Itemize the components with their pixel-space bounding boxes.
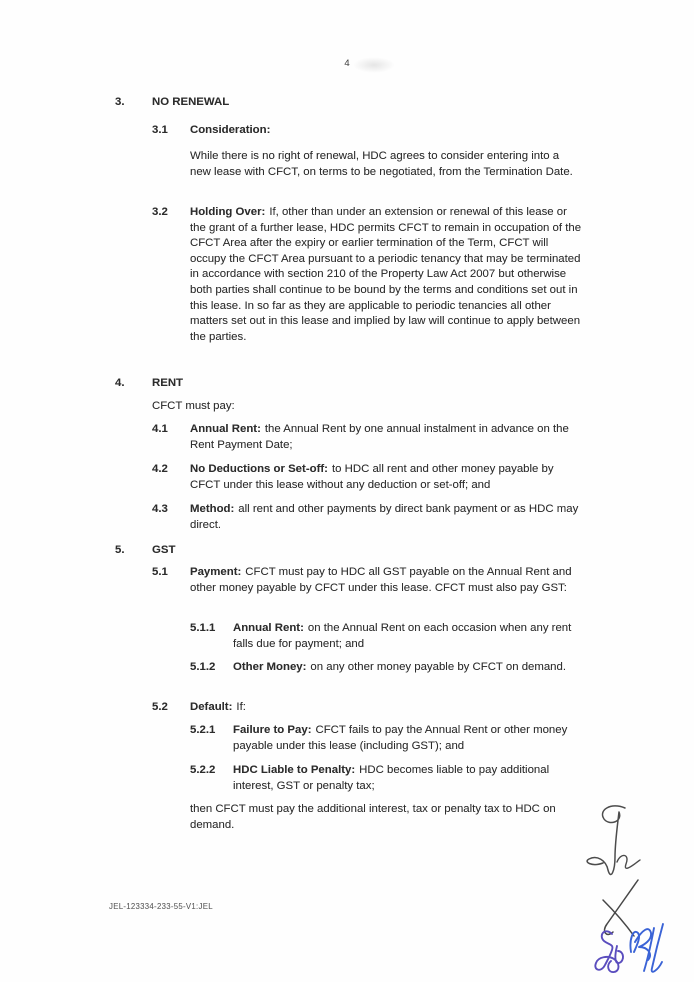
clause-3-1-body: While there is no right of renewal, HDC agrees to consider entering into a new lease with CFCT, on terms to be negotiated, from the Termination Date. xyxy=(190,150,573,178)
clause-number: 4.2 xyxy=(152,463,168,475)
clause-number: 5.1.1 xyxy=(190,622,216,634)
clause-5-1 xyxy=(152,565,582,596)
document-reference: JEL-123334-233-55-V1:JEL xyxy=(109,902,213,911)
clause-text: CFCT must pay to HDC all GST payable on the Annual Rent and other money payable by CFCT under this lease. CFCT must also pay GST: xyxy=(190,566,572,594)
section-title: NO RENEWAL xyxy=(152,96,230,108)
clause-number: 5.2.1 xyxy=(190,724,216,736)
clause-label: Payment: xyxy=(190,566,242,578)
clause-label: Annual Rent: xyxy=(233,622,304,634)
clause-text: the Annual Rent by one annual instalment in advance on the Rent Payment Date; xyxy=(190,423,569,451)
clause-number: 5.2 xyxy=(152,701,168,713)
clause-label: Annual Rent: xyxy=(190,423,261,435)
clause-text: all rent and other payments by direct bank payment or as HDC may direct. xyxy=(190,503,579,531)
initials-blue-left-loop-ink xyxy=(615,946,623,963)
section-number: 5. xyxy=(115,544,125,556)
pen-flourish-tail-ink xyxy=(617,855,640,868)
pen-flourish-ink xyxy=(587,806,625,875)
page-number: 4 xyxy=(344,58,350,69)
clause-number: 5.1.2 xyxy=(190,661,216,673)
clause-number: 3.1 xyxy=(152,124,168,136)
clause-label: No Deductions or Set-off: xyxy=(190,463,328,475)
clause-label: Method: xyxy=(190,503,235,515)
scan-smudge xyxy=(353,57,395,73)
clause-text: If, other than under an extension or renewal of this lease or the grant of a further lease, HDC permits CFCT to remain in occupation of the CFCT Area after the expiry or earlier termination of the Term, CFCT will occupy the CFCT Area pursuant to a periodic tenancy that may be terminated in accordance with section 210 of the Property Law Act 2007 but otherwise both parties shall continue to be bound by the terms and conditions set out in this lease. In so far as they are applicable to periodic tenancies all other matters set out in this lease and implied by law will continue to apply between the parties. xyxy=(190,206,582,343)
clause-text: If: xyxy=(236,701,246,713)
clause-3-2 xyxy=(152,205,582,345)
clause-number: 4.3 xyxy=(152,503,168,515)
section-heading-gst xyxy=(115,543,175,559)
signature-marks xyxy=(578,793,694,982)
clause-text: to HDC all rent and other money payable by CFCT under this lease without any deduction or set-off; and xyxy=(190,463,554,491)
clause-text: HDC becomes liable to pay additional interest, GST or penalty tax; xyxy=(233,764,550,792)
clause-text: on any other money payable by CFCT on demand. xyxy=(310,661,567,673)
clause-5-2 xyxy=(152,700,582,716)
section-intro: CFCT must pay: xyxy=(152,400,235,412)
clause-label: Other Money: xyxy=(233,661,307,673)
clause-5-2-2 xyxy=(190,763,585,794)
section-number: 4. xyxy=(115,377,125,389)
clause-text: on the Annual Rent on each occasion when any rent falls due for payment; and xyxy=(233,622,572,650)
clause-3-1-heading xyxy=(152,123,270,139)
section-number: 3. xyxy=(115,96,125,108)
clause-label: Default: xyxy=(190,701,233,713)
section-heading-no-renewal xyxy=(115,95,229,111)
clause-text: CFCT fails to pay the Annual Rent or other money payable under this lease (including GST); and xyxy=(233,724,568,752)
clause-4-2 xyxy=(152,462,582,493)
clause-5-1-1 xyxy=(190,621,585,652)
clause-number: 3.2 xyxy=(152,206,168,218)
clause-label: Holding Over: xyxy=(190,206,266,218)
section-title: RENT xyxy=(152,377,184,389)
section-title: GST xyxy=(152,544,176,556)
clause-label: Failure to Pay: xyxy=(233,724,312,736)
clause-label: HDC Liable to Penalty: xyxy=(233,764,356,776)
clause-5-2-continuation: then CFCT must pay the additional interest, tax or penalty tax to HDC on demand. xyxy=(190,803,556,831)
clause-5-1-2 xyxy=(190,660,585,676)
clause-number: 5.1 xyxy=(152,566,168,578)
clause-4-1 xyxy=(152,422,582,453)
clause-number: 4.1 xyxy=(152,423,168,435)
clause-label: Consideration: xyxy=(190,124,271,136)
clause-4-3 xyxy=(152,502,582,533)
clause-number: 5.2.2 xyxy=(190,764,216,776)
clause-5-2-1 xyxy=(190,723,585,754)
section-heading-rent xyxy=(115,376,183,392)
